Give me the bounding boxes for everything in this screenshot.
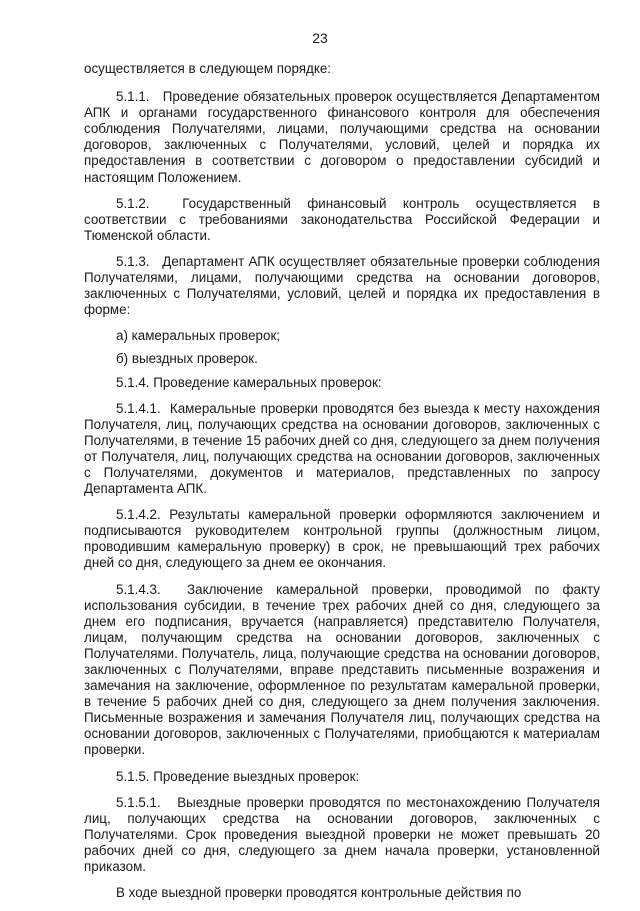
paragraph-continued: В ходе выездной проверки проводятся контрольные действия по: [116, 885, 522, 901]
heading-5-1-4: 5.1.4. Проведение камеральных проверок:: [116, 374, 382, 390]
paragraph-intro: осуществляется в следующем порядке:: [84, 61, 332, 76]
list-item-a: а) камеральных проверок;: [116, 328, 281, 344]
document-body: [84, 61, 600, 911]
paragraph-5-1-5-1: 5.1.5.1. Выездные проверки проводятся по местонахождению Получателя лиц, получающих средства на основании договоров, заключенных с Получателями. Срок проведения выездной проверки не может превышать 20 рабочих дней со дня, следующего за днем начала проверки, установленной приказом.: [84, 794, 600, 875]
paragraph-5-1-2: 5.1.2. Государственный финансовый контроль осуществляется в соответствии с требованиями законодательства Российской Федерации и Тюменской области.: [84, 195, 600, 243]
paragraph-5-1-1: 5.1.1. Проведение обязательных проверок осуществляется Департаментом АПК и органами государственного финансового контроля для обеспечения соблюдения Получателями, лицами, получающими средства на основании договоров, заключенных с Получателями, условий, целей и порядка их предоставления в соответствии с договором о предоставлении субсидий и настоящим Положением.: [84, 89, 600, 185]
paragraph-5-1-4-1: 5.1.4.1. Камеральные проверки проводятся без выезда к месту нахождения Получателя, лиц, получающих средства на основании договоров, заключенных с Получателями, в течение 15 рабочих дней со дня, следующего за днем получения от Получателя, лиц, получающих средства на основании договоров, заключенных с Получателями, документов и материалов, представленных по запросу Департамента АПК.: [84, 400, 600, 497]
heading-5-1-5: 5.1.5. Проведение выездных проверок:: [116, 768, 360, 784]
list-item-b: б) выездных проверок.: [116, 351, 258, 367]
paragraph-5-1-4-2: 5.1.4.2. Результаты камеральной проверки оформляются заключением и подписываются руководителем контрольной группы (должностным лицом, проводившим камеральную проверку) в срок, не превышающий трех рабочих дней со дня, следующего за днем ее окончания.: [84, 507, 600, 571]
page-number: 23: [312, 30, 328, 46]
paragraph-5-1-4-3: 5.1.4.3. Заключение камеральной проверки, проводимой по факту использования субсидии, в течение трех рабочих дней со дня, следующего за днем его подписания, вручается (направляется) представителю Получателя, лицам, получающим средства на основании договоров, заключенных с Получателями. Получатель, лица, получающие средства на основании договоров, заключенных с Получателями, вправе представить письменные возражения и замечания на заключение, оформленное по результатам камеральной проверки, в течение 5 рабочих дней со дня, следующего за днем получения заключения. Письменные возражения и замечания Получателя лиц, получающих средства на основании договоров, заключенных с Получателями, приобщаются к материалам проверки.: [84, 581, 600, 758]
paragraph-5-1-3: 5.1.3. Департамент АПК осуществляет обязательные проверки соблюдения Получателями, лицами, получающими средства на основании договоров, заключенных с Получателями, условий, целей и порядка их предоставления в форме:: [84, 253, 600, 318]
